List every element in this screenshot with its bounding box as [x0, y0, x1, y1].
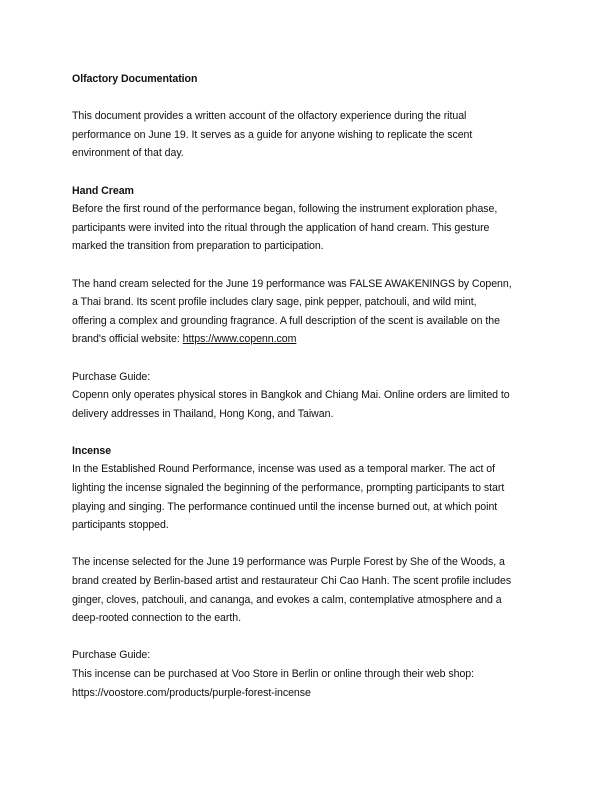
incense-paragraph-1 — [72, 460, 552, 534]
text-line: In the Established Round Performance, incense was used as a temporal marker. The act of — [72, 463, 495, 476]
section-heading-hand-cream: Hand Cream — [72, 184, 134, 197]
text-line: Copenn only operates physical stores in Bangkok and Chiang Mai. Online orders are limited to — [72, 389, 510, 402]
website-prefix: brand's official website: — [72, 333, 183, 346]
text-line: This document provides a written account of the olfactory experience during the ritual — [72, 110, 467, 123]
section-heading-incense: Incense — [72, 444, 112, 457]
text-line: performance on June 19. It serves as a guide for anyone wishing to replicate the scent — [72, 128, 473, 141]
hand-cream-paragraph-2 — [72, 275, 552, 349]
text-line: marked the transition from preparation to participation. — [72, 240, 324, 253]
text-line: deep-rooted connection to the earth. — [72, 612, 241, 625]
text-line: playing and singing. The performance continued until the incense burned out, at which point — [72, 500, 498, 513]
hand-cream-paragraph-1 — [72, 200, 552, 256]
text-line: a Thai brand. Its scent profile includes clary sage, pink pepper, patchouli, and wild mint, — [72, 296, 477, 309]
document-title: Olfactory Documentation — [72, 73, 198, 85]
text-line: brand created by Berlin-based artist and restaurateur Chi Cao Hanh. The scent profile includes — [72, 575, 512, 588]
text-line: Before the first round of the performance began, following the instrument exploration phase, — [72, 203, 498, 216]
purchase-guide-label: Purchase Guide: — [72, 370, 151, 383]
text-line: offering a complex and grounding fragrance. A full description of the scent is available on the — [72, 314, 500, 327]
text-line: participants were invited into the ritual through the application of hand cream. This gesture — [72, 221, 490, 234]
text-line: ginger, cloves, patchouli, and cananga, and evokes a calm, contemplative atmosphere and a — [72, 593, 502, 606]
hand-cream-purchase-guide — [72, 386, 552, 423]
purchase-guide-label: Purchase Guide: — [72, 649, 151, 662]
incense-purchase-guide — [72, 665, 552, 702]
text-line: lighting the incense signaled the beginning of the performance, prompting participants to start — [72, 482, 505, 495]
document-page — [72, 70, 552, 702]
copenn-website-link[interactable]: https://www.copenn.com — [182, 333, 297, 346]
incense-paragraph-2 — [72, 553, 552, 627]
text-line: The hand cream selected for the June 19 performance was FALSE AWAKENINGS by Copenn, — [72, 277, 512, 290]
intro-paragraph — [72, 107, 552, 163]
text-line: environment of that day. — [72, 147, 184, 160]
text-line: delivery addresses in Thailand, Hong Kong, and Taiwan. — [72, 407, 334, 420]
text-line: This incense can be purchased at Voo Store in Berlin or online through their web shop: — [72, 668, 475, 680]
text-line — [72, 330, 552, 349]
text-line: participants stopped. — [72, 519, 169, 532]
voostore-url: https://voostore.com/products/purple-forest-incense — [72, 686, 311, 699]
text-line: The incense selected for the June 19 performance was Purple Forest by She of the Woods, a — [72, 556, 505, 569]
